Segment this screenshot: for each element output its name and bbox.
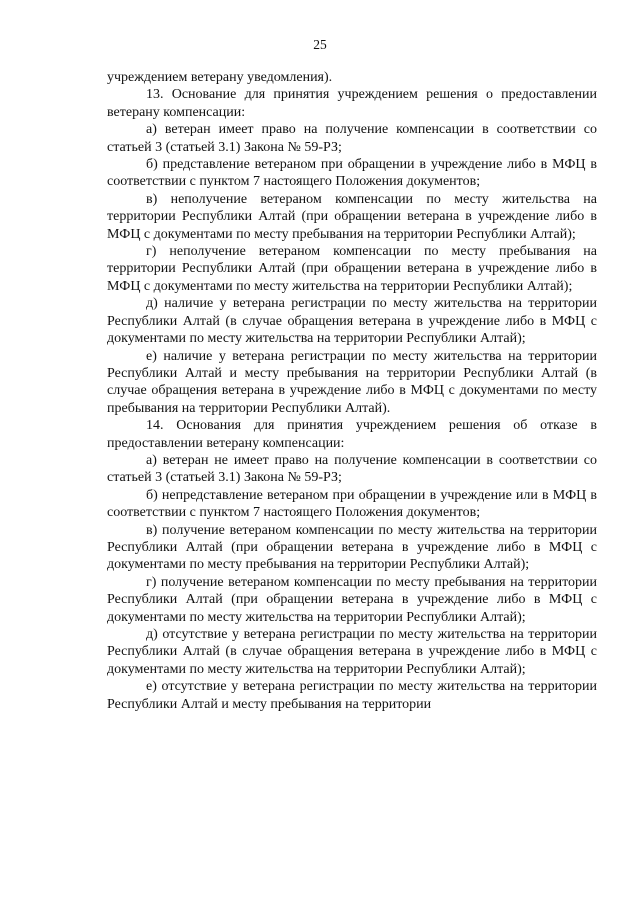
paragraph-14-a: а) ветеран не имеет право на получение компенсации в соответствии со статьей 3 (статьей 3.1) Закона № 59-РЗ;	[107, 452, 597, 486]
paragraph-14-e: е) отсутствие у ветерана регистрации по месту жительства на территории Республики Алтай и месту пребывания на территории	[107, 679, 597, 712]
paragraph-14-v: в) получение ветераном компенсации по месту жительства на территории Республики Алтай (при обращении ветерана в учреждение либо в МФЦ с документами по месту пребывания на территории Республики Алтай);	[107, 522, 597, 573]
paragraph-13-g: г) неполучение ветераном компенсации по месту пребывания на территории Республики Алтай (при обращении ветерана в учреждение либо в МФЦ с документами по месту жительства на территории Республики Алтай);	[107, 244, 597, 294]
paragraph-14-g: г) получение ветераном компенсации по месту пребывания на территории Республики Алтай (при обращении ветерана в учреждение либо в МФЦ с документами по месту жительства на территории Республики Алтай);	[107, 574, 597, 625]
paragraph-section-14: 14. Основания для принятия учреждением решения об отказе в предоставлении ветерану компенсации:	[107, 418, 597, 451]
paragraph-13-a: а) ветеран имеет право на получение компенсации в соответствии со статьей 3 (статьей 3.1) Закона № 59-РЗ;	[107, 122, 597, 155]
paragraph-13-d: д) наличие у ветерана регистрации по месту жительства на территории Республики Алтай (в случае обращения ветерана в учреждение либо в МФЦ с документами по месту жительства на территории Республики Алтай);	[107, 296, 597, 347]
paragraph-13-b: б) представление ветераном при обращении в учреждение либо в МФЦ в соответствии с пунктом 7 настоящего Положения документов;	[107, 157, 597, 190]
paragraph-13-v: в) неполучение ветераном компенсации по месту жительства на территории Республики Алтай (при обращении ветерана в учреждение либо в МФЦ с документами по месту пребывания на территории Республики Алтай);	[107, 191, 597, 242]
paragraph-section-13: 13. Основание для принятия учреждением решения о предоставлении ветерану компенсации:	[107, 87, 597, 120]
page-number: 25	[313, 37, 327, 52]
paragraph-13-e: е) наличие у ветерана регистрации по месту жительства на территории Республики Алтай и месту пребывания на территории Республики Алтай (в случае обращения ветерана в учреждение либо в МФЦ с документами по месту пребывания на территории Республики Алтай).	[107, 348, 597, 416]
paragraph-14-d: д) отсутствие у ветерана регистрации по месту жительства на территории Республики Алтай (в случае обращения ветерана в учреждение либо в МФЦ с документами по месту жительства на территории Республики Алтай);	[107, 627, 597, 677]
document-body	[107, 69, 597, 713]
paragraph-14-b: б) непредставление ветераном при обращении в учреждение или в МФЦ в соответствии с пунктом 7 настоящего Положения документов;	[107, 487, 597, 521]
paragraph-continuation: учреждением ветерану уведомления).	[107, 70, 333, 85]
